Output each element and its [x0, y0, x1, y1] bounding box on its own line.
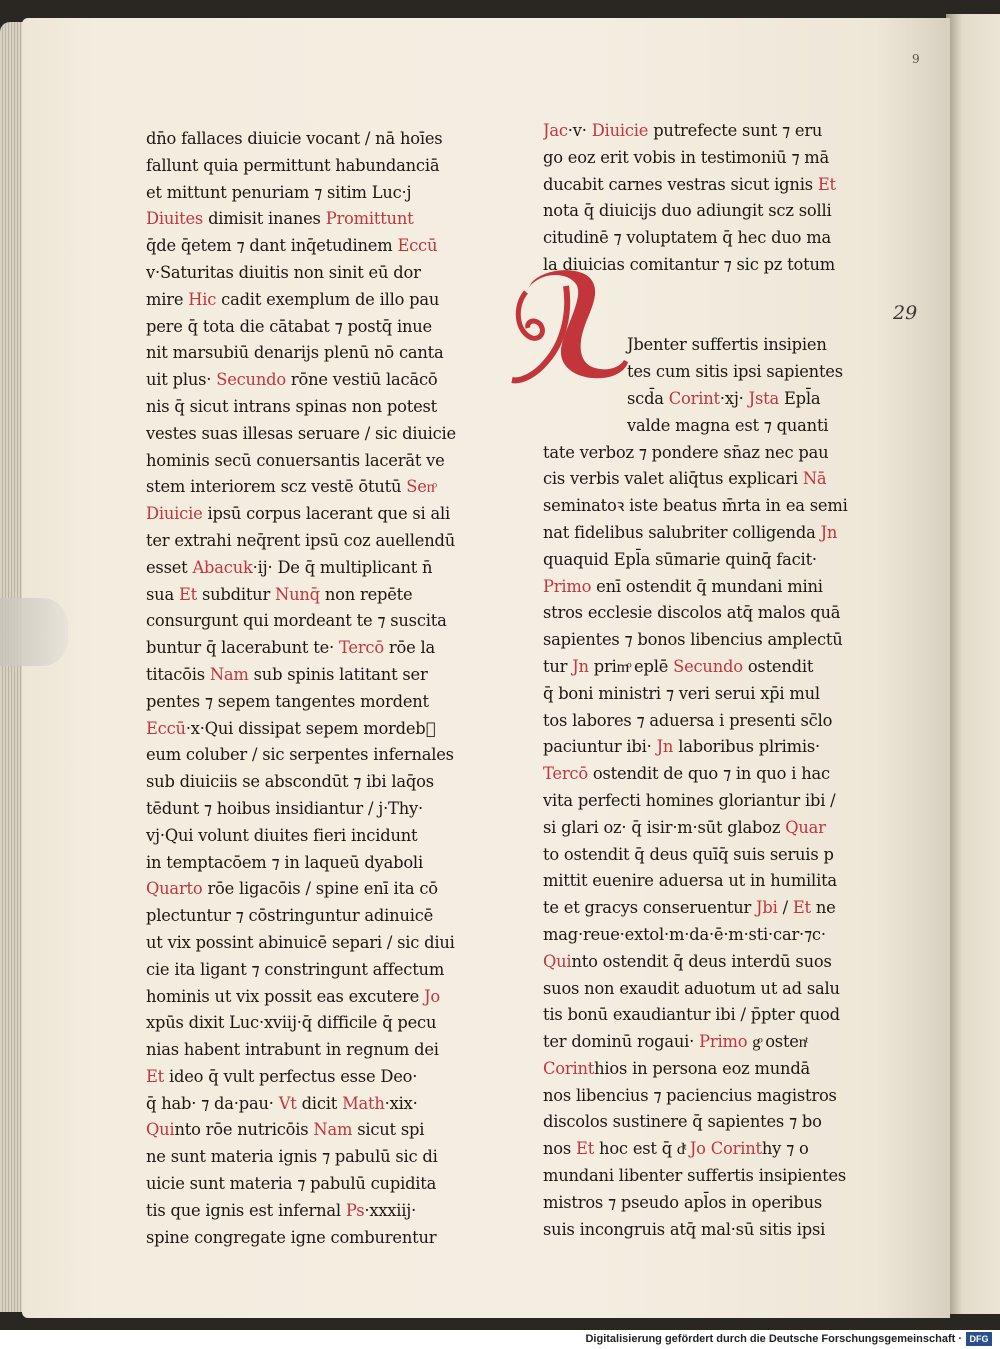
text-line: plectuntur ⁊ cōstringuntur adinuicē [146, 906, 434, 926]
text-line: Tercō ostendit de quo ⁊ in quo i hac [543, 764, 830, 784]
text-line: nias habent intrabunt in regnum dei [146, 1040, 439, 1060]
text-line: seminatoꝛ iste beatus m̄rta in ea semi [543, 496, 848, 516]
text-line: to ostendit q̄ deus quīq̄ suis seruis p [543, 844, 834, 864]
text-line: v·Saturitas diuitis non sinit eū dor [146, 262, 421, 282]
rubric-word: Nunq̄ [275, 584, 320, 604]
text-line: nis q̄ sicut intrans spinas non potest [146, 396, 438, 416]
rubric-word: Jn [656, 737, 674, 757]
rubric-word: Qui [543, 951, 572, 971]
text-line: Et ideo q̄ vult perfectus esse Deo· [146, 1066, 418, 1086]
text-line: Eccū·x·Qui dissipat sepem mordeb᷑ [146, 718, 436, 738]
text-line: nat fidelibus salubriter colligenda Jn [543, 522, 838, 542]
rubric-word: Et [576, 1139, 595, 1159]
left-text-column [146, 126, 481, 1251]
rubric-word: Corint [543, 1058, 595, 1078]
text-line: scd̄a Corint·xj· Jsta Epl̄a [627, 388, 821, 408]
text-line: tis bonū exaudiantur ibi / p̄pter quod [543, 1005, 840, 1025]
text-line: consurgunt qui mordeant te ⁊ suscita [146, 611, 447, 631]
text-line: hominis ut vix possit eas excutere Jo [146, 986, 440, 1006]
rubric-word: Jbi [756, 898, 778, 918]
rubric-word: Et [817, 174, 836, 194]
text-line: Quarto rōe ligacōis / spine enī ita cō [146, 879, 438, 899]
rubric-word: Ps [345, 1200, 365, 1220]
text-line: ter dominū rogaui· Primo gͦ ostenͭ [543, 1032, 807, 1052]
rubric-word: Nam [209, 664, 249, 684]
text-line: mistros ⁊ pseudo apl̄os in operibus [543, 1192, 823, 1212]
rubric-word: Senͦ [406, 477, 435, 497]
text-line: et mittunt penuriam ⁊ sitim Luc·j [146, 182, 412, 202]
text-line: pentes ⁊ sepem tangentes mordent [146, 691, 429, 711]
text-line: stem interiorem scz vestē ōtutū Senͦ [146, 477, 435, 497]
text-line: suis incongruis atq̄ mal·sū sitis ipsi [543, 1219, 826, 1239]
rubric-word: Nā [802, 469, 827, 489]
facing-leaf [946, 14, 1000, 1314]
rubric-word: Primo [699, 1032, 748, 1052]
text-line: Diuites dimisit inanes Promittunt [146, 209, 414, 229]
rubric-word: Secundo [216, 370, 286, 390]
rubric-word: Primo [543, 576, 592, 596]
text-line: Primo enī ostendit q̄ mundani mini [543, 576, 823, 596]
rubric-word: Et [792, 898, 811, 918]
text-line: hominis secū conuersantis lacerāt ve [146, 450, 445, 470]
text-line: la diuicias comitantur ⁊ sic pz totum [543, 254, 835, 274]
rubric-word: Et [178, 584, 197, 604]
text-line: cis verbis valet aliq̄tus explicari Nā [543, 469, 827, 489]
rubric-word: Jac [543, 121, 568, 140]
text-line: paciuntur ibi· Jn laboribus plrimis· [543, 737, 820, 757]
rubric-word: Et [146, 1066, 165, 1086]
text-line: Quinto ostendit q̄ deus interdū suos [543, 951, 832, 971]
rubric-word: Jo [424, 986, 440, 1006]
text-line: Quinto rōe nutricōis Nam sicut spi [146, 1120, 425, 1140]
text-line: tes cum sitis ipsi sapientes [627, 362, 843, 382]
rubric-word: Vt [278, 1093, 297, 1113]
rubric-word: Jsta [748, 388, 779, 408]
rubric-word: Quarto [146, 879, 203, 899]
rubric-word: Tercō [338, 638, 384, 658]
rubric-word: Promittunt [325, 209, 414, 229]
text-line: stros ecclesie discolos atq̄ malos quā [543, 603, 841, 623]
text-line: vita perfecti homines gloriantur ibi / [543, 790, 836, 810]
text-line: uicie sunt materia ⁊ pabulū cupidita [146, 1174, 437, 1194]
text-line: tate verboz ⁊ pondere sn̄az nec pau [543, 442, 829, 462]
text-line: nit marsubiū denarijs plenū nō canta [146, 343, 444, 363]
text-line: spine congregate igne comburentur [146, 1227, 437, 1247]
rubric-word: Abacuk [192, 557, 253, 577]
rubric-word: Diuites [146, 209, 204, 229]
text-line: Jbenter suffertis insipien [627, 335, 827, 355]
text-line: nos libencius ⁊ paciencius magistros [543, 1085, 837, 1105]
text-line: ducabit carnes vestras sicut ignis Et [543, 174, 836, 194]
rubric-word: Jn [572, 656, 589, 676]
rubric-word: Jo [689, 1139, 706, 1159]
text-line: quaquid Epl̄a sūmarie quinq̄ facit· [543, 549, 817, 569]
rubric-word: Qui [146, 1120, 175, 1140]
drop-cap-initial [506, 262, 632, 392]
text-line: sub diuiciis se abscondūt ⁊ ibi laq̄os [146, 772, 434, 792]
text-line: sua Et subditur Nunq̄ non repēte [146, 584, 413, 604]
text-line: buntur q̄ lacerabunt te· Tercō rōe la [146, 638, 436, 658]
rubric-word: Eccū [397, 236, 438, 256]
bookmark-tab [0, 598, 68, 666]
text-line: vestes suas illesas seruare / sic diuicie [146, 423, 456, 443]
text-line: q̄de q̄etem ⁊ dant inq̄etudinem Eccū [146, 236, 438, 256]
text-line: Corinthios in persona eoz mundā [543, 1058, 811, 1078]
text-line: ter extrahi neq̄rent ipsū coz auellendū [146, 530, 456, 550]
rubric-word: Corint [710, 1139, 762, 1159]
text-line: nota q̄ diuicijs duo adiungit scz solli [543, 201, 832, 221]
text-line: discolos sustinere q̄ sapientes ⁊ bo [543, 1112, 822, 1132]
rubric-word: Secundo [673, 656, 743, 676]
text-line: Jac·v· Diuicie putrefecte sunt ⁊ eru [543, 121, 823, 140]
rubric-word: Diuicie [146, 504, 203, 524]
text-line: q̄ hab· ⁊ da·pau· Vt dicit Math·xix· [146, 1093, 418, 1113]
text-line: eum coluber / sic serpentes infernales [146, 745, 454, 765]
text-line: cie ita ligant ⁊ constringunt affectum [146, 959, 445, 979]
text-line: vj·Qui volunt diuites fieri incidunt [146, 825, 418, 845]
rubric-word: Corint [668, 388, 720, 408]
text-line: in temptacōem ⁊ in laqueū dyaboli [146, 852, 423, 872]
text-line: esset Abacuk·ij· De q̄ multiplicant n̄ [146, 557, 433, 577]
dfg-logo: DFG [966, 1332, 992, 1346]
text-line: fallunt quia permittunt habundanciā [146, 155, 440, 175]
text-line: si glari oz· q̄ isir·m·sūt glaboz Quar [543, 817, 826, 837]
text-line: Diuicie ipsū corpus lacerant que si ali [146, 504, 451, 524]
rubric-word: Math [342, 1093, 385, 1113]
rubric-word: Quar [785, 817, 826, 837]
text-line: tur Jn primͦ eplē Secundo ostendit [543, 656, 814, 676]
text-line: tos labores ⁊ aduersa i presenti sc̄lo [543, 710, 833, 730]
rubric-word: Tercō [543, 764, 588, 784]
text-line: uit plus· Secundo rōne vestiū lacācō [146, 370, 438, 390]
text-line: mittit euenire aduersa ut in humilita [543, 871, 837, 891]
text-line: q̄ boni ministri ⁊ veri serui xp̄i mul [543, 683, 820, 703]
text-line: go eoz erit vobis in testimoniū ⁊ mā [543, 147, 830, 167]
text-line: sapientes ⁊ bonos libencius amplectū [543, 630, 843, 650]
rubric-word: Diuicie [591, 121, 649, 140]
folio-number: 29 [893, 302, 918, 324]
rubric-word: Nam [313, 1120, 353, 1140]
text-line: suos non exaudit aduotum ut ad salu [543, 978, 840, 998]
text-line: ne sunt materia ignis ⁊ pabulū sic di [146, 1147, 438, 1167]
text-line: pere q̄ tota die cātabat ⁊ postq̄ inue [146, 316, 432, 336]
text-line: tis que ignis est infernal Ps·xxxiij· [146, 1200, 417, 1220]
text-line: dn̄o fallaces diuicie vocant / nā hoīes [146, 129, 443, 148]
text-line: te et gracys conseruentur Jbi / Et ne [543, 898, 836, 918]
text-line: nos Et hoc est q̄ dͭ Jo Corinthy ⁊ o [543, 1139, 809, 1159]
text-line: mag·reue·extol·m·da·ē·m·sti·car·⁊c· [543, 924, 826, 944]
text-line: tēdunt ⁊ hoibus insidiantur / j·Thy· [146, 798, 423, 818]
text-line: ut vix possint abinuicē separi / sic diui [146, 932, 455, 952]
text-line: valde magna est ⁊ quanti [627, 415, 829, 435]
text-line: mundani libenter suffertis insipientes [543, 1166, 847, 1186]
text-line: mire Hic cadit exemplum de illo pau [146, 289, 440, 309]
text-line: titacōis Nam sub spinis latitant ser [146, 664, 428, 684]
drop-cap-flourish [518, 292, 542, 338]
rubric-word: Eccū [146, 718, 186, 738]
rubric-word: Jn [820, 522, 838, 542]
rubric-word: Hic [188, 289, 217, 309]
funding-credit: Digitalisierung gefördert durch die Deutsche Forschungsgemeinschaft · [585, 1333, 962, 1345]
text-line: xpūs dixit Luc·xviij·q̄ difficile q̄ pecu [146, 1013, 437, 1033]
corner-mark: 9 [912, 52, 920, 66]
text-line: citudinē ⁊ voluptatem q̄ hec duo ma [543, 228, 831, 248]
